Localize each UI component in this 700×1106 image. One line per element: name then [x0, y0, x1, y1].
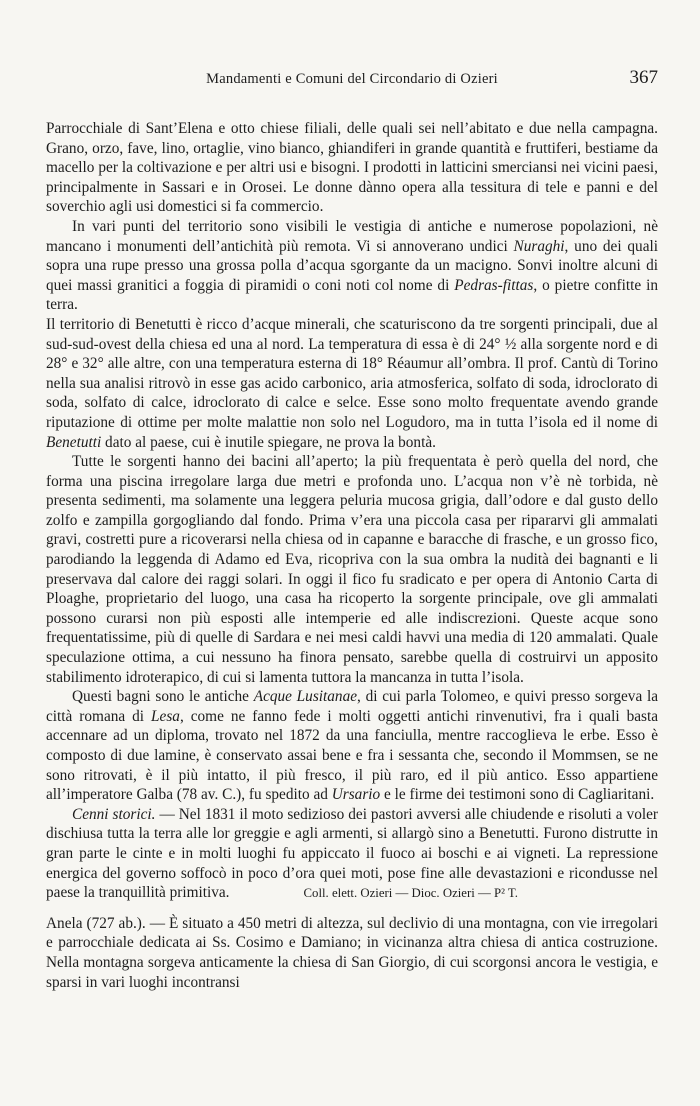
paragraph-parish: Parrocchiale di Sant’Elena e otto chiese filiali, delle quali sei nell’abitato e due nella campagna. Grano, orzo, fave, lino, ortaglie, vino bianco, ghiandiferi in grande quantità e fruttiferi, bestiame da macello per la coltivazione e per altri usi e bisogni. I prodotti in latticini smerciansi nei vicini paesi, principalmente in Sassari e in Orosei. Le donne dànno opera alla tessitura di tele e panni e del soverchio agli usi domestici si fa commercio.: [46, 120, 658, 216]
text-span: , uno dei quali sopra una rupe presso una grossa polla d’acqua sgorgante da un macigno. Sonvi inoltre alcuni di quei massi granitici a foggia di piramidi o coni noti col nome di: [46, 237, 658, 294]
text-span: , di cui parla Tolomeo, e quivi presso sorgeva la città romana di: [46, 688, 659, 725]
paragraph-mineral-waters: [46, 315, 658, 452]
paragraph-antiquities: [46, 217, 658, 315]
paragraph-anela: Anela (727 ab.). — È situato a 450 metri di altezza, sul declivio di una montagna, con vie irregolari e parrocchiale dedicata ai Ss. Cosimo e Damiano; in vicinanza altra chiesa di antica costruzione. Nella montagna sorgeva anticamente la chiesa di San Giorgio, di cui scorgonsi ancora le vestigia, e sparsi in vari luoghi incontransi: [46, 914, 658, 991]
italic-term: Pedras-fittas: [454, 276, 534, 294]
electoral-note: Coll. elett. Ozieri — Dioc. Ozieri — P² T.: [303, 886, 518, 901]
text-span: , come ne fanno fede i molti oggetti antichi rinvenutivi, fra i quali basta accennare ad un diploma, trovato nel 1872 da una fanciulla, mentre raccoglieva le erbe. Esso è composto di due lamine, è conservato assai bene e fra i sessanta che, secondo il Mommsen, se ne sono ritrovati, è il più intatto, il più fresco, il più raro, ed il più antico. Esso appartiene all’imperatore Galba (78 av. C.), fu spedito ad: [46, 707, 658, 804]
text-span: dato al paese, cui è inutile spiegare, ne prova la bontà.: [101, 433, 436, 451]
italic-term: Acque Lusitanae: [253, 688, 358, 706]
italic-term: Ursario: [331, 786, 381, 804]
text-span: In vari punti del territorio sono visibili le vestigia di antiche e numerose popolazioni, nè mancano i monumenti dell’antichità più remota. Vi si annoverano undici: [46, 217, 658, 255]
paragraph-roman-city: [46, 687, 658, 805]
body-text: [46, 119, 658, 992]
page-number: 367: [629, 67, 658, 88]
paragraph-history: [46, 805, 658, 904]
italic-term: Nuraghi: [513, 237, 565, 255]
section-label: Cenni storici.: [72, 805, 156, 823]
running-title: Mandamenti e Comuni del Circondario di Ozieri: [206, 71, 498, 87]
text-span: e le firme dei testimoni sono di Cagliaritani.: [380, 786, 655, 804]
text-span: , o pietre confitte in terra.: [46, 276, 658, 314]
text-span: — Nel 1831 il moto sedizioso dei pastori avversi alle chiudende e risoluti a voler dischiusa tutta la terra alle lor greggie e agli armenti, si allargò sino a Benetutti. Furono distrutte in gran parte le cinte e in molti luoghi fu appiccato il fuoco ai boschi e ai vigneti. La repressione energica del governo soffocò in poco d’ora quei moti, pose fine alle devastazioni e ricondusse nel paese la tranquillità primitiva.: [46, 805, 658, 902]
section-gap: [46, 904, 658, 914]
italic-term: Lesa: [151, 707, 180, 725]
italic-term: Benetutti: [46, 433, 102, 451]
text-span: Questi bagni sono le antiche: [72, 688, 254, 706]
text-span: Il territorio di Benetutti è ricco d’acque minerali, che scaturiscono da tre sorgenti principali, due al sud-sud-ovest della chiesa ed una al nord. La temperatura di essa è di 24° ½ alla sorgente nord e di 28° e 32° alle altre, con una temperatura esterna di 18° Réaumur all’ombra. Il prof. Cantù di Torino nella sua analisi ritrovò in esse gas acido carbonico, aria atmosferica, solfato di soda, idroclorato di soda, solfato di calce, idroclorato di calce e selce. Esse sono molto frequentate avendo grande riputazione di ottime per molte malattie non solo nel Logudoro, ma in tutta l’isola ed il nome di: [46, 315, 658, 431]
running-head: [46, 67, 658, 91]
paragraph-springs: Tutte le sorgenti hanno dei bacini all’aperto; la più frequentata è però quella del nord, che forma una piscina irregolare larga due metri e profonda uno. L’acqua non v’è nè torbida, nè presenta sedimenti, ma solamente una leggera peluria mucosa grigia, dall’odore e dal gusto dello zolfo e zampilla gorgogliando dal fondo. Prima v’era una piccola casa per ripararvi gli ammalati gravi, costretti pure a ricoverarsi nella chiesa od in capanne e baracche di frasche, e un grosso fico, parodiando la leggenda di Adamo ed Eva, ricopriva con la sua ombra la nudità dei bagnanti e li preservava dal calore dei raggi solari. In oggi il fico fu sradicato e per opera di Antonio Carta di Ploaghe, proprietario del luogo, una casa ha ricoperto la sorgente principale, ove gli ammalati possono curarsi non più esposti alle intemperie ed alle indiscrezioni. Queste acque sono frequentatissime, più di quelle di Sardara e nei mesi caldi havvi una media di 120 ammalati. Quale speculazione ottima, a cui nessuno ha finora pensato, sarebbe quella di costruirvi un apposito stabilimento idroterapico, di cui si lamenta tuttora la mancanza in tutta l’isola.: [46, 453, 658, 686]
